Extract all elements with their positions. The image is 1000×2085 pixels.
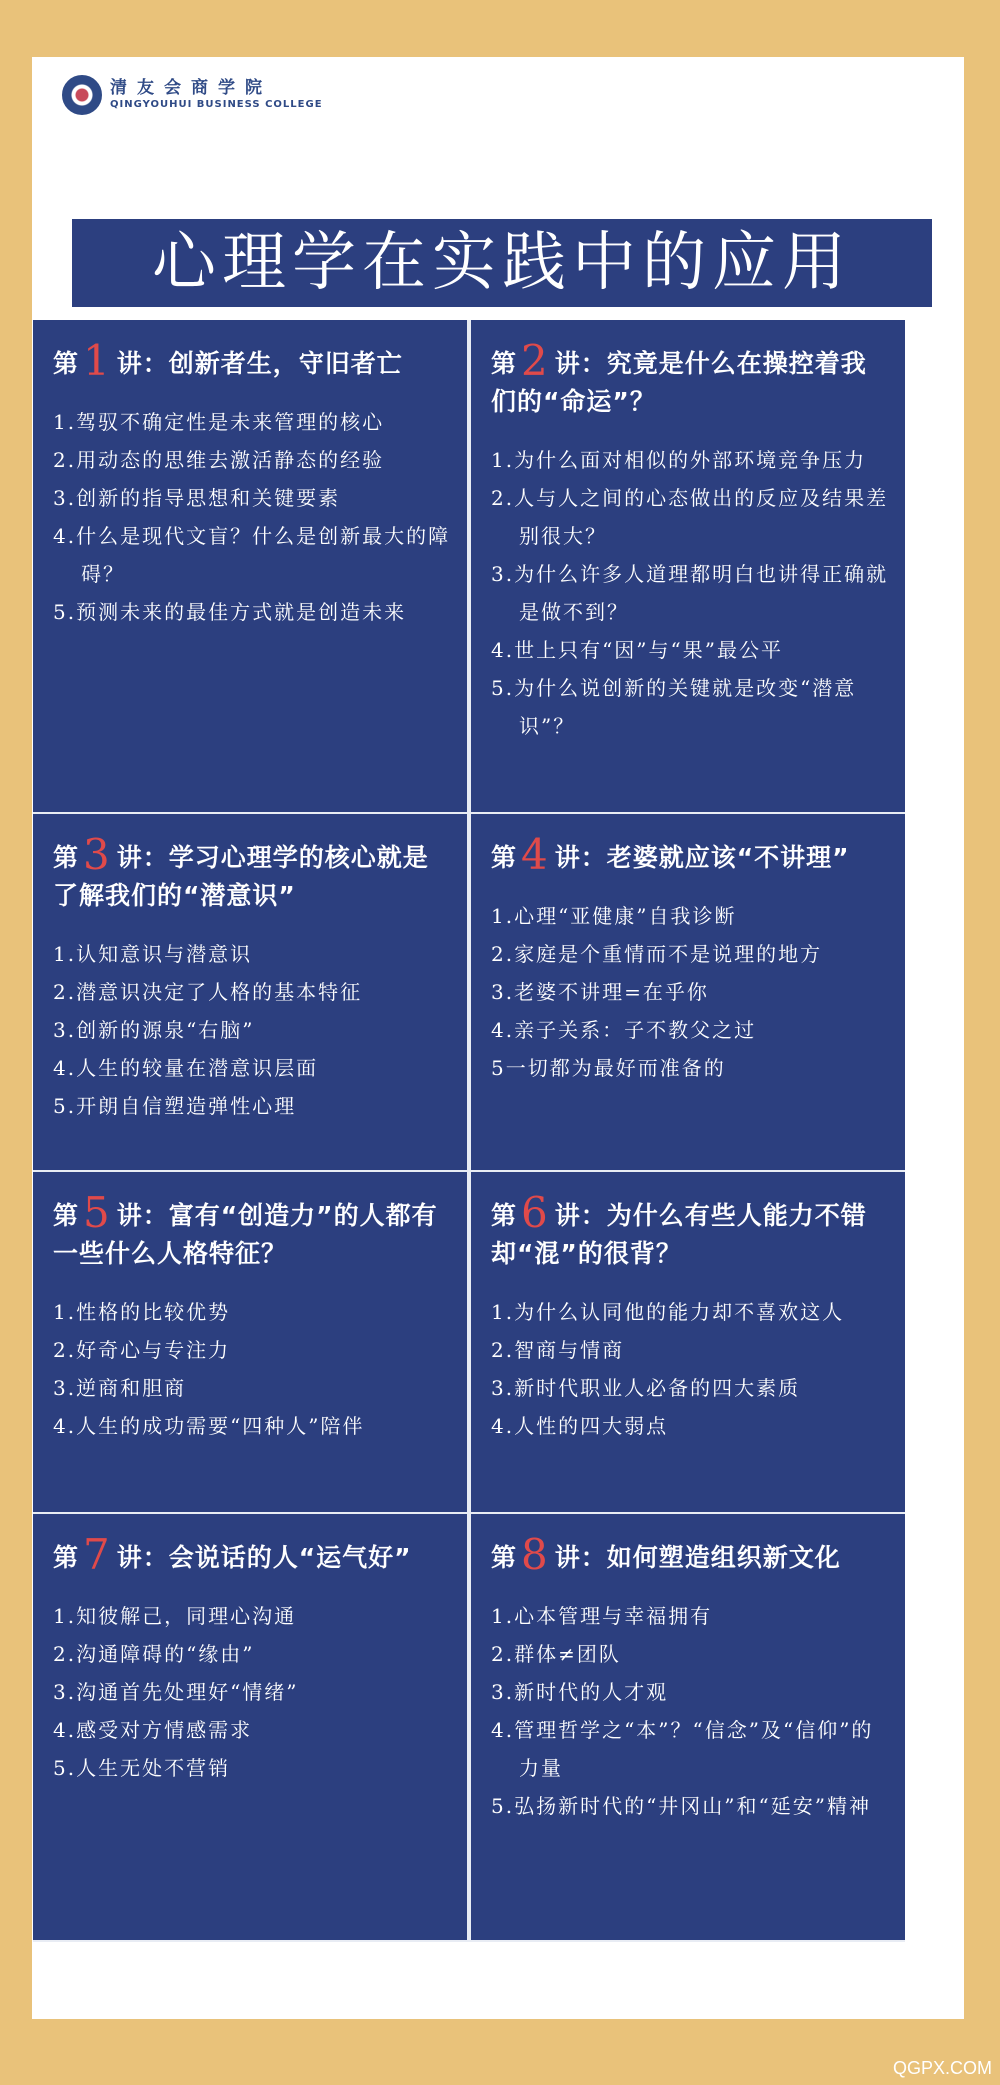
lecture-topic: 3.创新的源泉“右脑” bbox=[53, 1018, 255, 1042]
lecture-prefix: 第 bbox=[53, 349, 80, 378]
lecture-title bbox=[491, 336, 889, 421]
lecture-card bbox=[33, 1172, 467, 1512]
lecture-topic: 3.新时代的人才观 bbox=[491, 1680, 669, 1704]
lecture-topic: 4.亲子关系：子不教父之过 bbox=[491, 1018, 757, 1042]
lecture-topic-list bbox=[53, 403, 451, 631]
lecture-title bbox=[53, 830, 451, 915]
lecture-topic: 4.人性的四大弱点 bbox=[491, 1414, 669, 1438]
lecture-topic: 1.认知意识与潜意识 bbox=[53, 942, 253, 966]
lecture-topic: 1.知彼解己，同理心沟通 bbox=[53, 1604, 297, 1628]
school-name-en: QINGYOUHUI BUSINESS COLLEGE bbox=[110, 99, 323, 110]
lecture-topic-list bbox=[491, 897, 889, 1087]
lecture-topic: 2.群体≠团队 bbox=[491, 1642, 621, 1666]
lecture-topic: 3.逆商和胆商 bbox=[53, 1376, 187, 1400]
lecture-topic: 5.为什么说创新的关键就是改变“潜意识”？ bbox=[491, 676, 857, 738]
lecture-topic-list bbox=[491, 1293, 889, 1445]
lecture-topic: 4.人生的较量在潜意识层面 bbox=[53, 1056, 319, 1080]
lecture-topic-list bbox=[491, 441, 889, 745]
lecture-topic: 5.预测未来的最佳方式就是创造未来 bbox=[53, 600, 407, 624]
page-title: 心理学在实践中的应用 bbox=[72, 219, 932, 307]
lecture-topic-list bbox=[53, 1293, 451, 1445]
lecture-card bbox=[33, 320, 467, 812]
lecture-heading: 讲：为什么有些人能力不错却“混”的很背？ bbox=[491, 1201, 867, 1268]
lecture-card bbox=[471, 1172, 905, 1512]
lecture-prefix: 第 bbox=[53, 1543, 80, 1572]
lecture-topic: 1.心本管理与幸福拥有 bbox=[491, 1604, 713, 1628]
lecture-topic: 2.用动态的思维去激活静态的经验 bbox=[53, 448, 385, 472]
lecture-card bbox=[471, 320, 905, 812]
lecture-topic: 4.感受对方情感需求 bbox=[53, 1718, 253, 1742]
school-logo bbox=[62, 75, 323, 115]
lecture-heading: 讲：创新者生，守旧者亡 bbox=[116, 349, 403, 378]
lecture-number: 8 bbox=[521, 1530, 549, 1579]
lecture-number: 6 bbox=[521, 1188, 549, 1237]
lecture-prefix: 第 bbox=[491, 349, 518, 378]
lecture-topic: 2.好奇心与专注力 bbox=[53, 1338, 231, 1362]
lecture-number: 5 bbox=[83, 1188, 111, 1237]
lecture-topic: 5.开朗自信塑造弹性心理 bbox=[53, 1094, 297, 1118]
lecture-topic: 3.老婆不讲理=在乎你 bbox=[491, 980, 709, 1004]
lecture-card bbox=[471, 1514, 905, 1940]
watermark: QGPX.COM bbox=[892, 2058, 992, 2078]
lecture-heading: 讲：学习心理学的核心就是了解我们的“潜意识” bbox=[53, 843, 429, 910]
lecture-prefix: 第 bbox=[53, 1201, 80, 1230]
lecture-title bbox=[53, 1188, 451, 1273]
lecture-number: 4 bbox=[521, 830, 549, 879]
lecture-prefix: 第 bbox=[53, 843, 80, 872]
lecture-topic: 1.性格的比较优势 bbox=[53, 1300, 231, 1324]
lecture-prefix: 第 bbox=[491, 843, 518, 872]
lecture-card bbox=[33, 814, 467, 1170]
school-name-cn: 清友会商学院 bbox=[110, 78, 272, 98]
lecture-topic: 2.沟通障碍的“缘由” bbox=[53, 1642, 255, 1666]
lecture-topic: 3.创新的指导思想和关键要素 bbox=[53, 486, 341, 510]
lecture-title bbox=[491, 1188, 889, 1273]
lecture-topic: 1.为什么认同他的能力却不喜欢这人 bbox=[491, 1300, 845, 1324]
lecture-card bbox=[33, 1514, 467, 1940]
lecture-card bbox=[471, 814, 905, 1170]
lecture-number: 2 bbox=[521, 336, 549, 385]
lecture-number: 3 bbox=[83, 830, 111, 879]
lecture-topic-list bbox=[491, 1597, 889, 1825]
lecture-topic: 2.潜意识决定了人格的基本特征 bbox=[53, 980, 363, 1004]
lecture-topic: 3.新时代职业人必备的四大素质 bbox=[491, 1376, 801, 1400]
lecture-title bbox=[491, 1530, 889, 1579]
lecture-topic: 2.智商与情商 bbox=[491, 1338, 625, 1362]
lecture-topic: 4.人生的成功需要“四种人”陪伴 bbox=[53, 1414, 365, 1438]
lecture-topic: 2.人与人之间的心态做出的反应及结果差别很大？ bbox=[491, 486, 889, 548]
lecture-topic: 4.什么是现代文盲？什么是创新最大的障碍？ bbox=[53, 524, 451, 586]
lecture-heading: 讲：富有“创造力”的人都有一些什么人格特征？ bbox=[53, 1201, 438, 1268]
lecture-topic: 5.人生无处不营销 bbox=[53, 1756, 231, 1780]
lecture-topic: 1.为什么面对相似的外部环境竞争压力 bbox=[491, 448, 867, 472]
lecture-number: 7 bbox=[83, 1530, 111, 1579]
lecture-prefix: 第 bbox=[491, 1543, 518, 1572]
lecture-grid bbox=[33, 320, 905, 1942]
lecture-heading: 讲：究竟是什么在操控着我们的“命运”？ bbox=[491, 349, 867, 416]
lecture-number: 1 bbox=[83, 336, 111, 385]
school-name bbox=[110, 78, 323, 112]
lecture-title bbox=[53, 1530, 451, 1579]
lecture-topic-list bbox=[53, 935, 451, 1125]
lecture-heading: 讲：会说话的人“运气好” bbox=[116, 1543, 412, 1572]
lecture-topic: 5.弘扬新时代的“井冈山”和“延安”精神 bbox=[491, 1794, 871, 1818]
lecture-heading: 讲：老婆就应该“不讲理” bbox=[554, 843, 850, 872]
lecture-topic: 4.管理哲学之“本”？“信念”及“信仰”的力量 bbox=[491, 1718, 874, 1780]
lecture-topic: 2.家庭是个重情而不是说理的地方 bbox=[491, 942, 823, 966]
lecture-topic-list bbox=[53, 1597, 451, 1787]
lecture-topic: 3.沟通首先处理好“情绪” bbox=[53, 1680, 299, 1704]
lecture-title bbox=[491, 830, 889, 879]
lecture-topic: 4.世上只有“因”与“果”最公平 bbox=[491, 638, 783, 662]
lecture-title bbox=[53, 336, 451, 385]
lecture-topic: 3.为什么许多人道理都明白也讲得正确就是做不到？ bbox=[491, 562, 889, 624]
school-emblem-icon bbox=[62, 75, 102, 115]
lecture-heading: 讲：如何塑造组织新文化 bbox=[554, 1543, 841, 1572]
lecture-topic: 5一切都为最好而准备的 bbox=[491, 1056, 726, 1080]
lecture-topic: 1.驾驭不确定性是未来管理的核心 bbox=[53, 410, 385, 434]
lecture-topic: 1.心理“亚健康”自我诊断 bbox=[491, 904, 737, 928]
lecture-prefix: 第 bbox=[491, 1201, 518, 1230]
